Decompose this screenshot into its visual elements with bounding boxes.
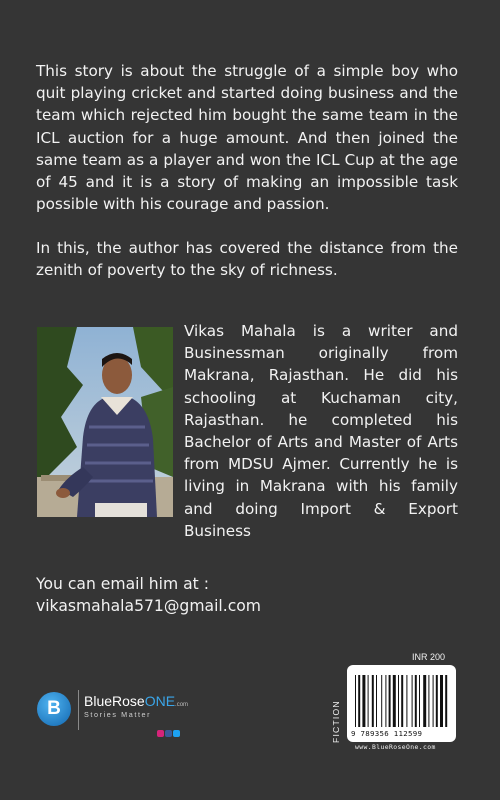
- logo-divider: [78, 690, 79, 730]
- author-photo: [37, 327, 173, 517]
- contact-block: [36, 573, 261, 617]
- synopsis-paragraph-1: This story is about the struggle of a simple boy who quit playing cricket and started doing business and the team which rejected him bought the same team in the ICL auction for a huge amount. And then joined the same team as a player and won the ICL Cup at the age of 45 and it is a story of making an impossible task possible with his courage and passion.: [36, 62, 458, 214]
- genre-label: FICTION: [331, 700, 341, 743]
- synopsis-paragraph-2: In this, the author has covered the distance from the zenith of poverty to the sky of richness.: [36, 239, 458, 280]
- instagram-icon: [157, 730, 164, 737]
- publisher-website: www.BlueRoseOne.com: [355, 743, 436, 751]
- publisher-badge-icon: B: [37, 692, 71, 726]
- publisher-tagline: Stories Matter: [84, 710, 152, 719]
- isbn-barcode-icon: [347, 665, 456, 729]
- author-bio: Vikas Mahala is a writer and Businessman originally from Makrana, Rajasthan. He did his schooling at Kuchaman city, Rajasthan. he completed his Bachelor of Arts and Master of Arts from MDSU Ajmer. Currently he is living in Makrana with his family and doing Import & Export Business: [184, 322, 458, 540]
- author-email: vikasmahala571@gmail.com: [36, 597, 261, 615]
- price-label: INR 200: [412, 652, 446, 662]
- facebook-icon: [165, 730, 172, 737]
- email-label: You can email him at :: [36, 575, 210, 593]
- publisher-name: BlueRoseONE.com: [84, 693, 189, 709]
- isbn-digits: 9 789356 112599: [351, 729, 423, 738]
- publisher-logo: [37, 690, 217, 738]
- social-icons: [157, 722, 181, 730]
- author-portrait-icon: [37, 327, 173, 517]
- twitter-icon: [173, 730, 180, 737]
